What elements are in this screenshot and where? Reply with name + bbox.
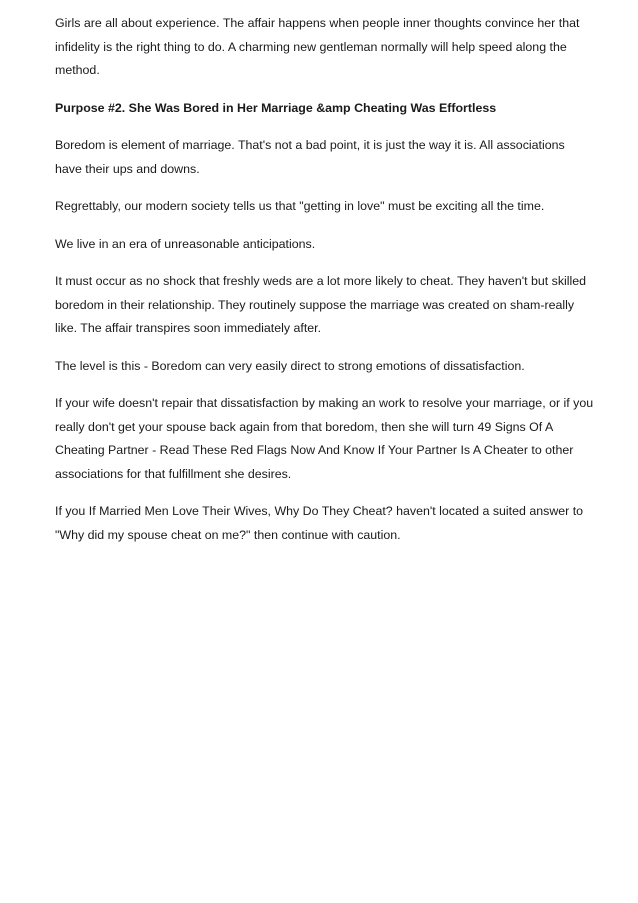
paragraph-experience: Girls are all about experience. The affair happens when people inner thoughts convince her that infidelity is the right thing to do. A charming new gentleman normally will help speed along the method. — [55, 16, 580, 77]
paragraph-newlyweds: It must occur as no shock that freshly weds are a lot more likely to cheat. They haven't but skilled boredom in their relationship. They routinely suppose the marriage was created on sham-really like. The affair transpires soon immediately after. — [55, 274, 587, 335]
paragraph-dissatisfaction: The level is this - Boredom can very easily direct to strong emotions of dissatisfaction. — [55, 358, 525, 373]
paragraph-caution: If you If Married Men Love Their Wives, Why Do They Cheat? haven't located a suited answer to "Why did my spouse cheat on me?" then continue with caution. — [55, 504, 584, 542]
document-body — [55, 12, 595, 561]
paragraph-anticipations: We live in an era of unreasonable anticipations. — [55, 236, 316, 251]
paragraph-modern-society: Regrettably, our modern society tells us that "getting in love" must be exciting all the time. — [55, 199, 545, 213]
section-heading-purpose-2: Purpose #2. She Was Bored in Her Marriage &amp Cheating Was Effortless — [55, 100, 497, 115]
paragraph-boredom: Boredom is element of marriage. That's not a bad point, it is just the way it is. All associations have their ups and downs. — [55, 138, 565, 176]
paragraph-repair: If your wife doesn't repair that dissatisfaction by making an work to resolve your marriage, or if you really don't get your spouse back again from that boredom, then she will turn 49 Signs Of A Cheating Partner - Read These Red Flags Now And Know If Your Partner Is A Cheater to other associations for that fulfillment she desires. — [55, 396, 594, 481]
